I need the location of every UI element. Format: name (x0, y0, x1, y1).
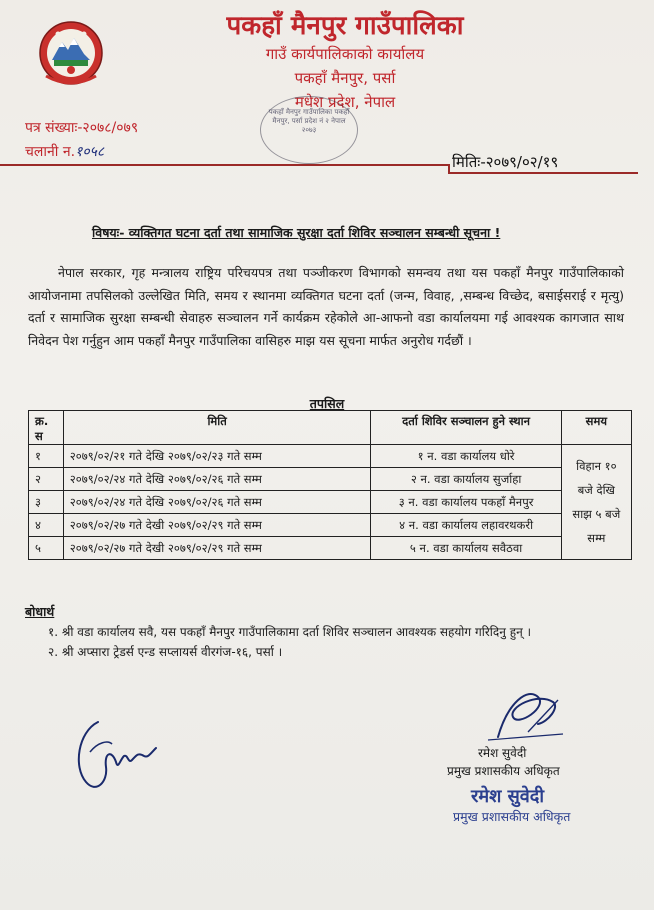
office-name: गाउँ कार्यपालिकाको कार्यालय (265, 45, 425, 63)
header-serial-line1: क्र. (35, 414, 49, 428)
time-line-3: साझ ५ बजे (572, 507, 621, 521)
municipality-title: पकहाँ मैनपुर गाउँपालिका (226, 11, 464, 41)
nepal-emblem-icon (38, 20, 104, 86)
letter-number (25, 118, 138, 137)
table-row (29, 468, 632, 491)
subject-line: विषयः- व्यक्तिगत घटना दर्ता तथा सामाजिक सुरक्षा दर्ता शिविर सञ्चालन सम्बन्धी सूचना ! (92, 225, 501, 240)
cc-item: १. श्री वडा कार्यालय सवै, यस पकहाँ मैनपुर गाउँपालिकामा दर्ता शिविर सञ्चालन आवश्यक सहयोग गरिदिनु हुन् । (48, 625, 532, 639)
table-row (29, 537, 632, 560)
letter-number-label: पत्र संख्याः- (25, 120, 83, 136)
date-label: मितिः- (452, 153, 486, 171)
row-serial: २ (29, 468, 64, 491)
row-time (561, 445, 631, 560)
row-place: ४ न. वडा कार्यालय लहावरथकरी (371, 514, 561, 537)
time-line-1: विहान १० (576, 459, 617, 473)
dispatch-number (25, 142, 104, 161)
office-province: मधेश प्रदेश, नेपाल (294, 93, 396, 111)
table-row (29, 445, 632, 468)
row-place: ३ न. वडा कार्यालय पकहाँ मैनपुर (371, 491, 561, 514)
right-signature-icon (478, 682, 570, 744)
row-date: २०७९/०२/२१ गते देखि २०७९/०२/२३ गते सम्म (63, 445, 371, 468)
time-line-4: सम्म (587, 531, 606, 545)
header-place: दर्ता शिविर सञ्चालन हुने स्थान (371, 411, 561, 445)
time-line-2: बजे देखि (577, 483, 615, 497)
row-serial: ३ (29, 491, 64, 514)
header-divider-right (448, 172, 638, 174)
row-serial: ४ (29, 514, 64, 537)
row-date: २०७९/०२/२७ गते देखी २०७९/०२/२९ गते सम्म (63, 514, 371, 537)
signatory-title: प्रमुख प्रशासकीय अधिकृत (447, 764, 560, 778)
office-stamp-text: पकहाँ मैनपुर गाउँपालिका पकहाँ मैनपुर, पर्सा प्रदेश नं २ नेपाल २०७३ (268, 108, 350, 134)
table-caption: तपसिल (309, 396, 345, 411)
table-row (29, 491, 632, 514)
cc-item: २. श्री अप्सारा ट्रेडर्स एन्ड सप्लायर्स वीरगंज-१६, पर्सा । (48, 645, 283, 659)
body-paragraph: नेपाल सरकार, गृह मन्त्रालय राष्ट्रिय परिचयपत्र तथा पञ्जीकरण विभागको समन्वय तथा यस पकहाँ मैनपुर गाउँपालिकाको आयोजनामा तपसिलको उल्लेखित मिति, समय र स्थानमा व्यक्तिगत घटना दर्ता (जन्म, विवाह, ,सम्बन्ध विच्छेद, बसाईसराई र मृत्यु) दर्ता र सामाजिक सुरक्षा सम्बन्धी सेवाहरु सञ्चालन गर्ने कार्यक्रम रहेकोले आ-आफनो वडा कार्यालयमा गई आवश्यक कागजात साथ निवेदन पेश गर्नुहुन आम पकहाँ मैनपुर गाउँपालिका वासिहरु माझ यस सूचना मार्फत अनुरोध गर्दछौं । (28, 265, 624, 348)
dispatch-number-value: १०५८ (75, 144, 105, 160)
schedule-table (28, 410, 632, 560)
letter-date (452, 152, 558, 172)
table-row (29, 514, 632, 537)
row-place: ५ न. वडा कार्यालय सवैठवा (371, 537, 561, 560)
row-place: १ न. वडा कार्यालय धोरे (371, 445, 561, 468)
row-date: २०७९/०२/२४ गते देखि २०७९/०२/२६ गते सम्म (63, 468, 371, 491)
table-header-row (29, 411, 632, 445)
row-serial: १ (29, 445, 64, 468)
cc-heading: बोधार्थ (25, 604, 55, 619)
office-location: पकहाँ मैनपुर, पर्सा (294, 69, 396, 87)
date-value: २०७९/०२/१९ (485, 153, 559, 171)
left-signature-icon (68, 712, 178, 802)
name-seal: रमेश सुवेदी (471, 786, 545, 807)
dispatch-number-label: चलानी न. (25, 144, 76, 160)
header-serial-line2: स (35, 429, 43, 443)
title-seal: प्रमुख प्रशासकीय अधिकृत (453, 809, 571, 824)
row-serial: ५ (29, 537, 64, 560)
header-divider (0, 164, 448, 166)
header-serial (29, 411, 64, 445)
signatory-name: रमेश सुवेदी (478, 746, 527, 760)
letter-number-value: २०७८/०७९ (82, 120, 139, 136)
row-date: २०७९/०२/२४ गते देखि २०७९/०२/२६ गते सम्म (63, 491, 371, 514)
row-date: २०७९/०२/२७ गते देखी २०७९/०२/२९ गते सम्म (63, 537, 371, 560)
header-date: मिति (63, 411, 371, 445)
header-time: समय (561, 411, 631, 445)
row-place: २ न. वडा कार्यालय सुर्जाहा (371, 468, 561, 491)
header-divider-step (448, 164, 450, 172)
